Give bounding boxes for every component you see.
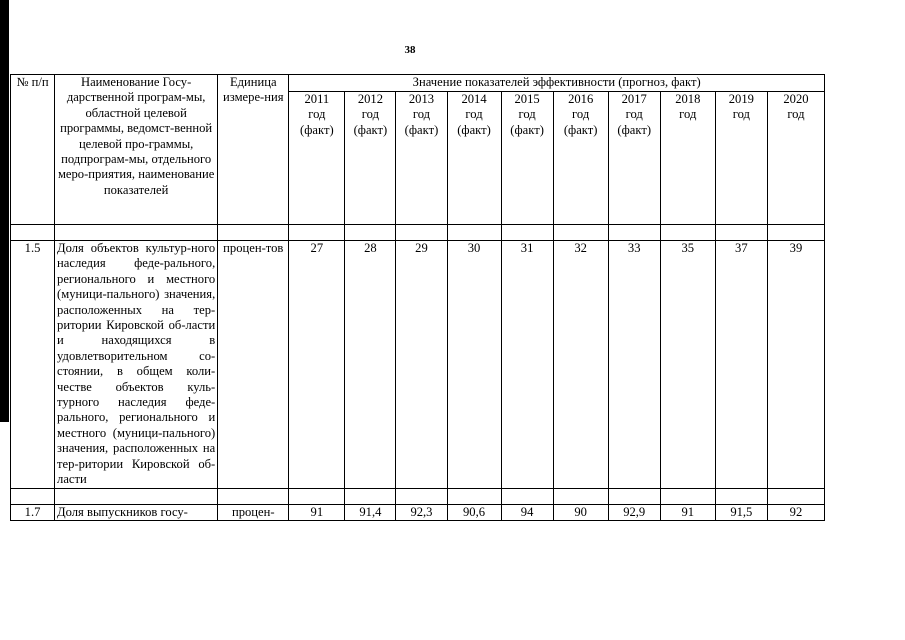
year-word: год bbox=[625, 107, 643, 122]
table-row bbox=[11, 241, 825, 489]
year-number: 2018 bbox=[675, 92, 701, 106]
separator-cell bbox=[608, 225, 660, 241]
header-year-3 bbox=[447, 92, 501, 225]
separator-cell bbox=[501, 225, 553, 241]
table-header-row bbox=[11, 75, 825, 92]
year-number: 2020 bbox=[783, 92, 809, 106]
row-name: Доля объектов культур-ного наследия феде-рального, регионального и местного (муници-пального) значения, расположенных на тер-ритории Кировской об-ласти и находящихся в удовлетворительном со-стоянии, в общем коли-честве объектов куль-турного наследия феде-рального, регионального и местного (муници-пального) значения, расположенных на тер-ритории Кировской об-ласти bbox=[55, 241, 218, 489]
header-year-9 bbox=[767, 92, 824, 225]
year-word: год bbox=[308, 107, 326, 122]
year-note: (факт) bbox=[510, 122, 544, 137]
table-row bbox=[11, 504, 825, 520]
row-unit: процен-тов bbox=[218, 241, 289, 489]
header-year-2 bbox=[396, 92, 447, 225]
separator-cell bbox=[289, 488, 345, 504]
separator-cell bbox=[218, 225, 289, 241]
row-value: 91,5 bbox=[715, 504, 767, 520]
row-value: 92,3 bbox=[396, 504, 447, 520]
year-note: (факт) bbox=[457, 122, 491, 137]
header-name bbox=[55, 75, 218, 225]
row-value: 91 bbox=[660, 504, 715, 520]
header-year-8 bbox=[715, 92, 767, 225]
row-value: 94 bbox=[501, 504, 553, 520]
header-year-1 bbox=[345, 92, 396, 225]
separator-cell bbox=[345, 488, 396, 504]
year-number: 2013 bbox=[408, 92, 435, 106]
row-value: 31 bbox=[501, 241, 553, 489]
year-note: (факт) bbox=[617, 122, 652, 137]
separator-cell bbox=[289, 225, 345, 241]
row-separator bbox=[11, 488, 825, 504]
separator-cell bbox=[767, 488, 824, 504]
year-word: год bbox=[518, 107, 536, 122]
left-margin-bar bbox=[0, 0, 9, 422]
year-number: 2016 bbox=[568, 92, 594, 106]
row-value: 90,6 bbox=[447, 504, 501, 520]
row-value: 32 bbox=[553, 241, 608, 489]
row-value: 92 bbox=[767, 504, 824, 520]
row-value: 29 bbox=[396, 241, 447, 489]
row-value: 92,9 bbox=[608, 504, 660, 520]
row-value: 33 bbox=[608, 241, 660, 489]
indicators-table bbox=[10, 74, 825, 521]
separator-cell bbox=[55, 225, 218, 241]
year-number: 2011 bbox=[304, 92, 330, 106]
separator-cell bbox=[55, 488, 218, 504]
year-word: год bbox=[679, 107, 697, 122]
separator-cell bbox=[715, 225, 767, 241]
year-number: 2019 bbox=[728, 92, 754, 106]
separator-cell bbox=[11, 488, 55, 504]
row-value: 30 bbox=[447, 241, 501, 489]
separator-cell bbox=[553, 225, 608, 241]
page-number: 38 bbox=[404, 44, 416, 56]
separator-cell bbox=[447, 225, 501, 241]
header-values-group: Значение показателей эффективности (прогноз, факт) bbox=[289, 75, 825, 92]
row-value: 37 bbox=[715, 241, 767, 489]
row-value: 91 bbox=[289, 504, 345, 520]
header-year-7 bbox=[660, 92, 715, 225]
separator-cell bbox=[660, 225, 715, 241]
header-year-0 bbox=[289, 92, 345, 225]
year-note: (факт) bbox=[563, 122, 598, 137]
year-note: (факт) bbox=[353, 122, 388, 137]
separator-cell bbox=[501, 488, 553, 504]
separator-cell bbox=[218, 488, 289, 504]
header-num-label: № п/п bbox=[16, 75, 49, 89]
header-year-4 bbox=[501, 92, 553, 225]
separator-cell bbox=[660, 488, 715, 504]
header-unit-label: Единица измере-ния bbox=[223, 75, 284, 105]
row-value: 27 bbox=[289, 241, 345, 489]
year-word: год bbox=[465, 107, 483, 122]
separator-cell bbox=[396, 488, 447, 504]
row-value: 39 bbox=[767, 241, 824, 489]
year-number: 2017 bbox=[621, 92, 647, 106]
header-unit bbox=[218, 75, 289, 225]
header-year-5 bbox=[553, 92, 608, 225]
row-value: 28 bbox=[345, 241, 396, 489]
year-note: (факт) bbox=[300, 122, 334, 137]
year-note: (факт) bbox=[404, 122, 439, 137]
row-value: 91,4 bbox=[345, 504, 396, 520]
separator-cell bbox=[11, 225, 55, 241]
separator-cell bbox=[447, 488, 501, 504]
header-num bbox=[11, 75, 55, 225]
separator-cell bbox=[396, 225, 447, 241]
year-word: год bbox=[361, 107, 379, 122]
row-name: Доля выпускников госу- bbox=[55, 504, 218, 520]
year-word: год bbox=[572, 107, 590, 122]
separator-cell bbox=[767, 225, 824, 241]
year-number: 2015 bbox=[514, 92, 540, 106]
year-word: год bbox=[412, 107, 431, 122]
year-word: год bbox=[787, 107, 805, 122]
header-name-label: Наименование Госу-дарственной програм-мы, областной целевой программы, ведомст-венной целевой про-граммы, подпрограм-мы, отдельного меро-приятия, наименование показателей bbox=[57, 75, 215, 197]
row-num: 1.7 bbox=[11, 504, 55, 520]
row-value: 90 bbox=[553, 504, 608, 520]
row-num: 1.5 bbox=[11, 241, 55, 489]
header-year-6 bbox=[608, 92, 660, 225]
row-value: 35 bbox=[660, 241, 715, 489]
row-separator bbox=[11, 225, 825, 241]
separator-cell bbox=[608, 488, 660, 504]
row-unit: процен- bbox=[218, 504, 289, 520]
separator-cell bbox=[345, 225, 396, 241]
year-number: 2012 bbox=[357, 92, 383, 106]
separator-cell bbox=[553, 488, 608, 504]
separator-cell bbox=[715, 488, 767, 504]
year-number: 2014 bbox=[461, 92, 487, 106]
year-word: год bbox=[732, 107, 750, 122]
